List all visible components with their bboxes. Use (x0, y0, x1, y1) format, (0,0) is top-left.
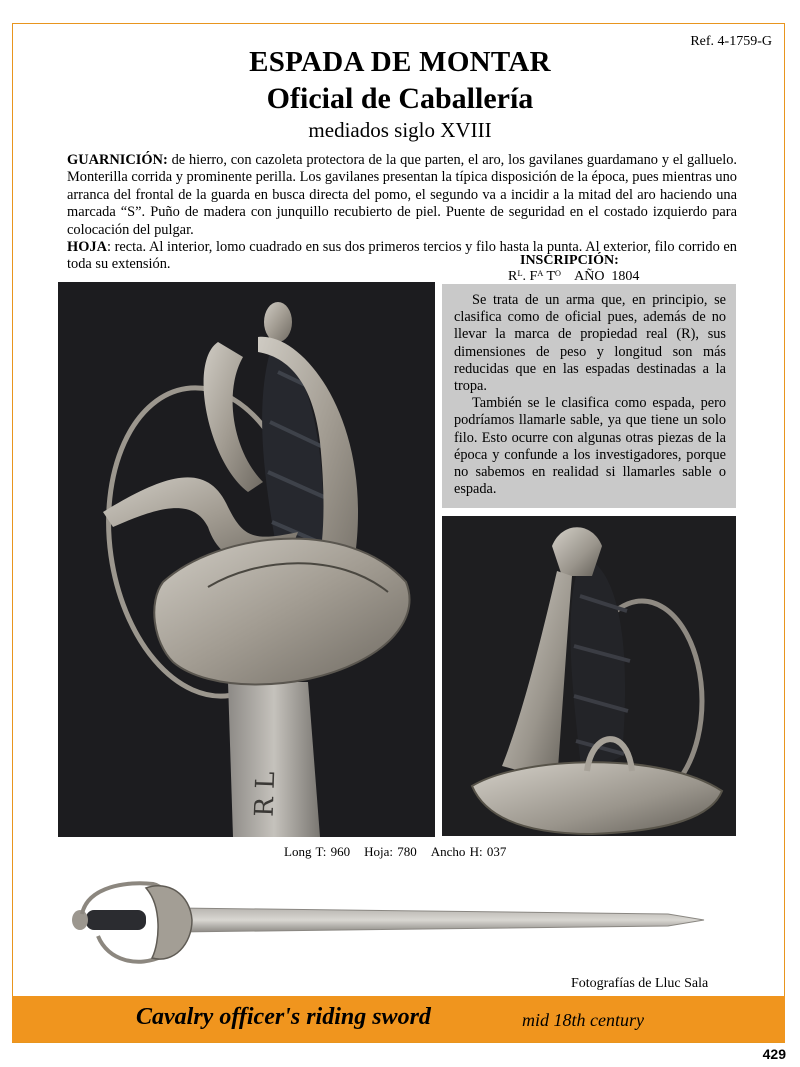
english-title: Cavalry officer's riding sword (136, 1004, 431, 1030)
length-total: Long T: 960 (284, 844, 351, 859)
photo-credit: Fotografías de Lluc Sala (571, 976, 709, 991)
blade-width: Ancho H: 037 (430, 844, 507, 859)
dimensions-line (284, 844, 506, 860)
full-sword-photo (68, 876, 708, 971)
commentary-paragraph-2: También se le clasifica como espada, pero podríamos llamarle sable, ya que tiene un solo filo. Esto ocurre con algunas otras piezas de la época y confunde a los investigadores, porque no sabemos en realidad si llamarles sable o espada. (454, 395, 726, 498)
page-title-line2: Oficial de Caballería (266, 82, 534, 115)
full-sword-illustration (68, 876, 708, 971)
english-subtitle: mid 18th century (522, 1010, 644, 1030)
page-title: ESPADA DE MONTAR (249, 46, 551, 78)
commentary-box (442, 284, 736, 508)
svg-text:R L: R L (249, 771, 282, 818)
page-subtitle: mediados siglo XVIII (308, 118, 492, 142)
hilt-side-illustration (442, 516, 736, 836)
guarnicion-label: GUARNICIÓN: (67, 152, 168, 168)
description-text (67, 152, 737, 274)
hilt-side-photo (442, 516, 736, 836)
page-number: 429 (762, 1046, 786, 1062)
hilt-closeup-photo (58, 282, 435, 837)
hoja-text: : recta. Al interior, lomo cuadrado en sus dos primeros tercios y filo hasta la punta. Al exterior, filo corrido en toda su extensión. (67, 239, 737, 273)
hilt-closeup-illustration (58, 282, 435, 837)
inscription-text: Rᴸ. Fᴬ Tᴼ AÑO 1804 (508, 269, 640, 284)
reference-number: Ref. 4-1759-G (690, 34, 772, 49)
blade-length: Hoja: 780 (364, 844, 417, 859)
guarnicion-text: de hierro, con cazoleta protectora de la que parten, el aro, los gavilanes guardamano y el galluelo. Monterilla corrida y prominente perilla. Los gavilanes presentan la típica disposición de la época, pues mientras uno arranca del frontal de la guarda en busca directa del pomo, el segundo va a incidir a la mitad del aro haciendo una marcada “S”. Puño de madera con junquillo recubierto de piel. Puente de seguridad en el costado izquierdo para colocación del pulgar. (67, 152, 737, 238)
hoja-label: HOJA (67, 239, 107, 256)
inscription-label: INSCRIPCIÓN: (520, 253, 619, 268)
commentary-paragraph-1: Se trata de un arma que, en principio, se clasifica como de oficial pues, además de no llevar la marca de propiedad real (R), sus dimensiones de peso y longitud son más reducidas que en las espadas destinadas a la tropa. (454, 292, 726, 395)
